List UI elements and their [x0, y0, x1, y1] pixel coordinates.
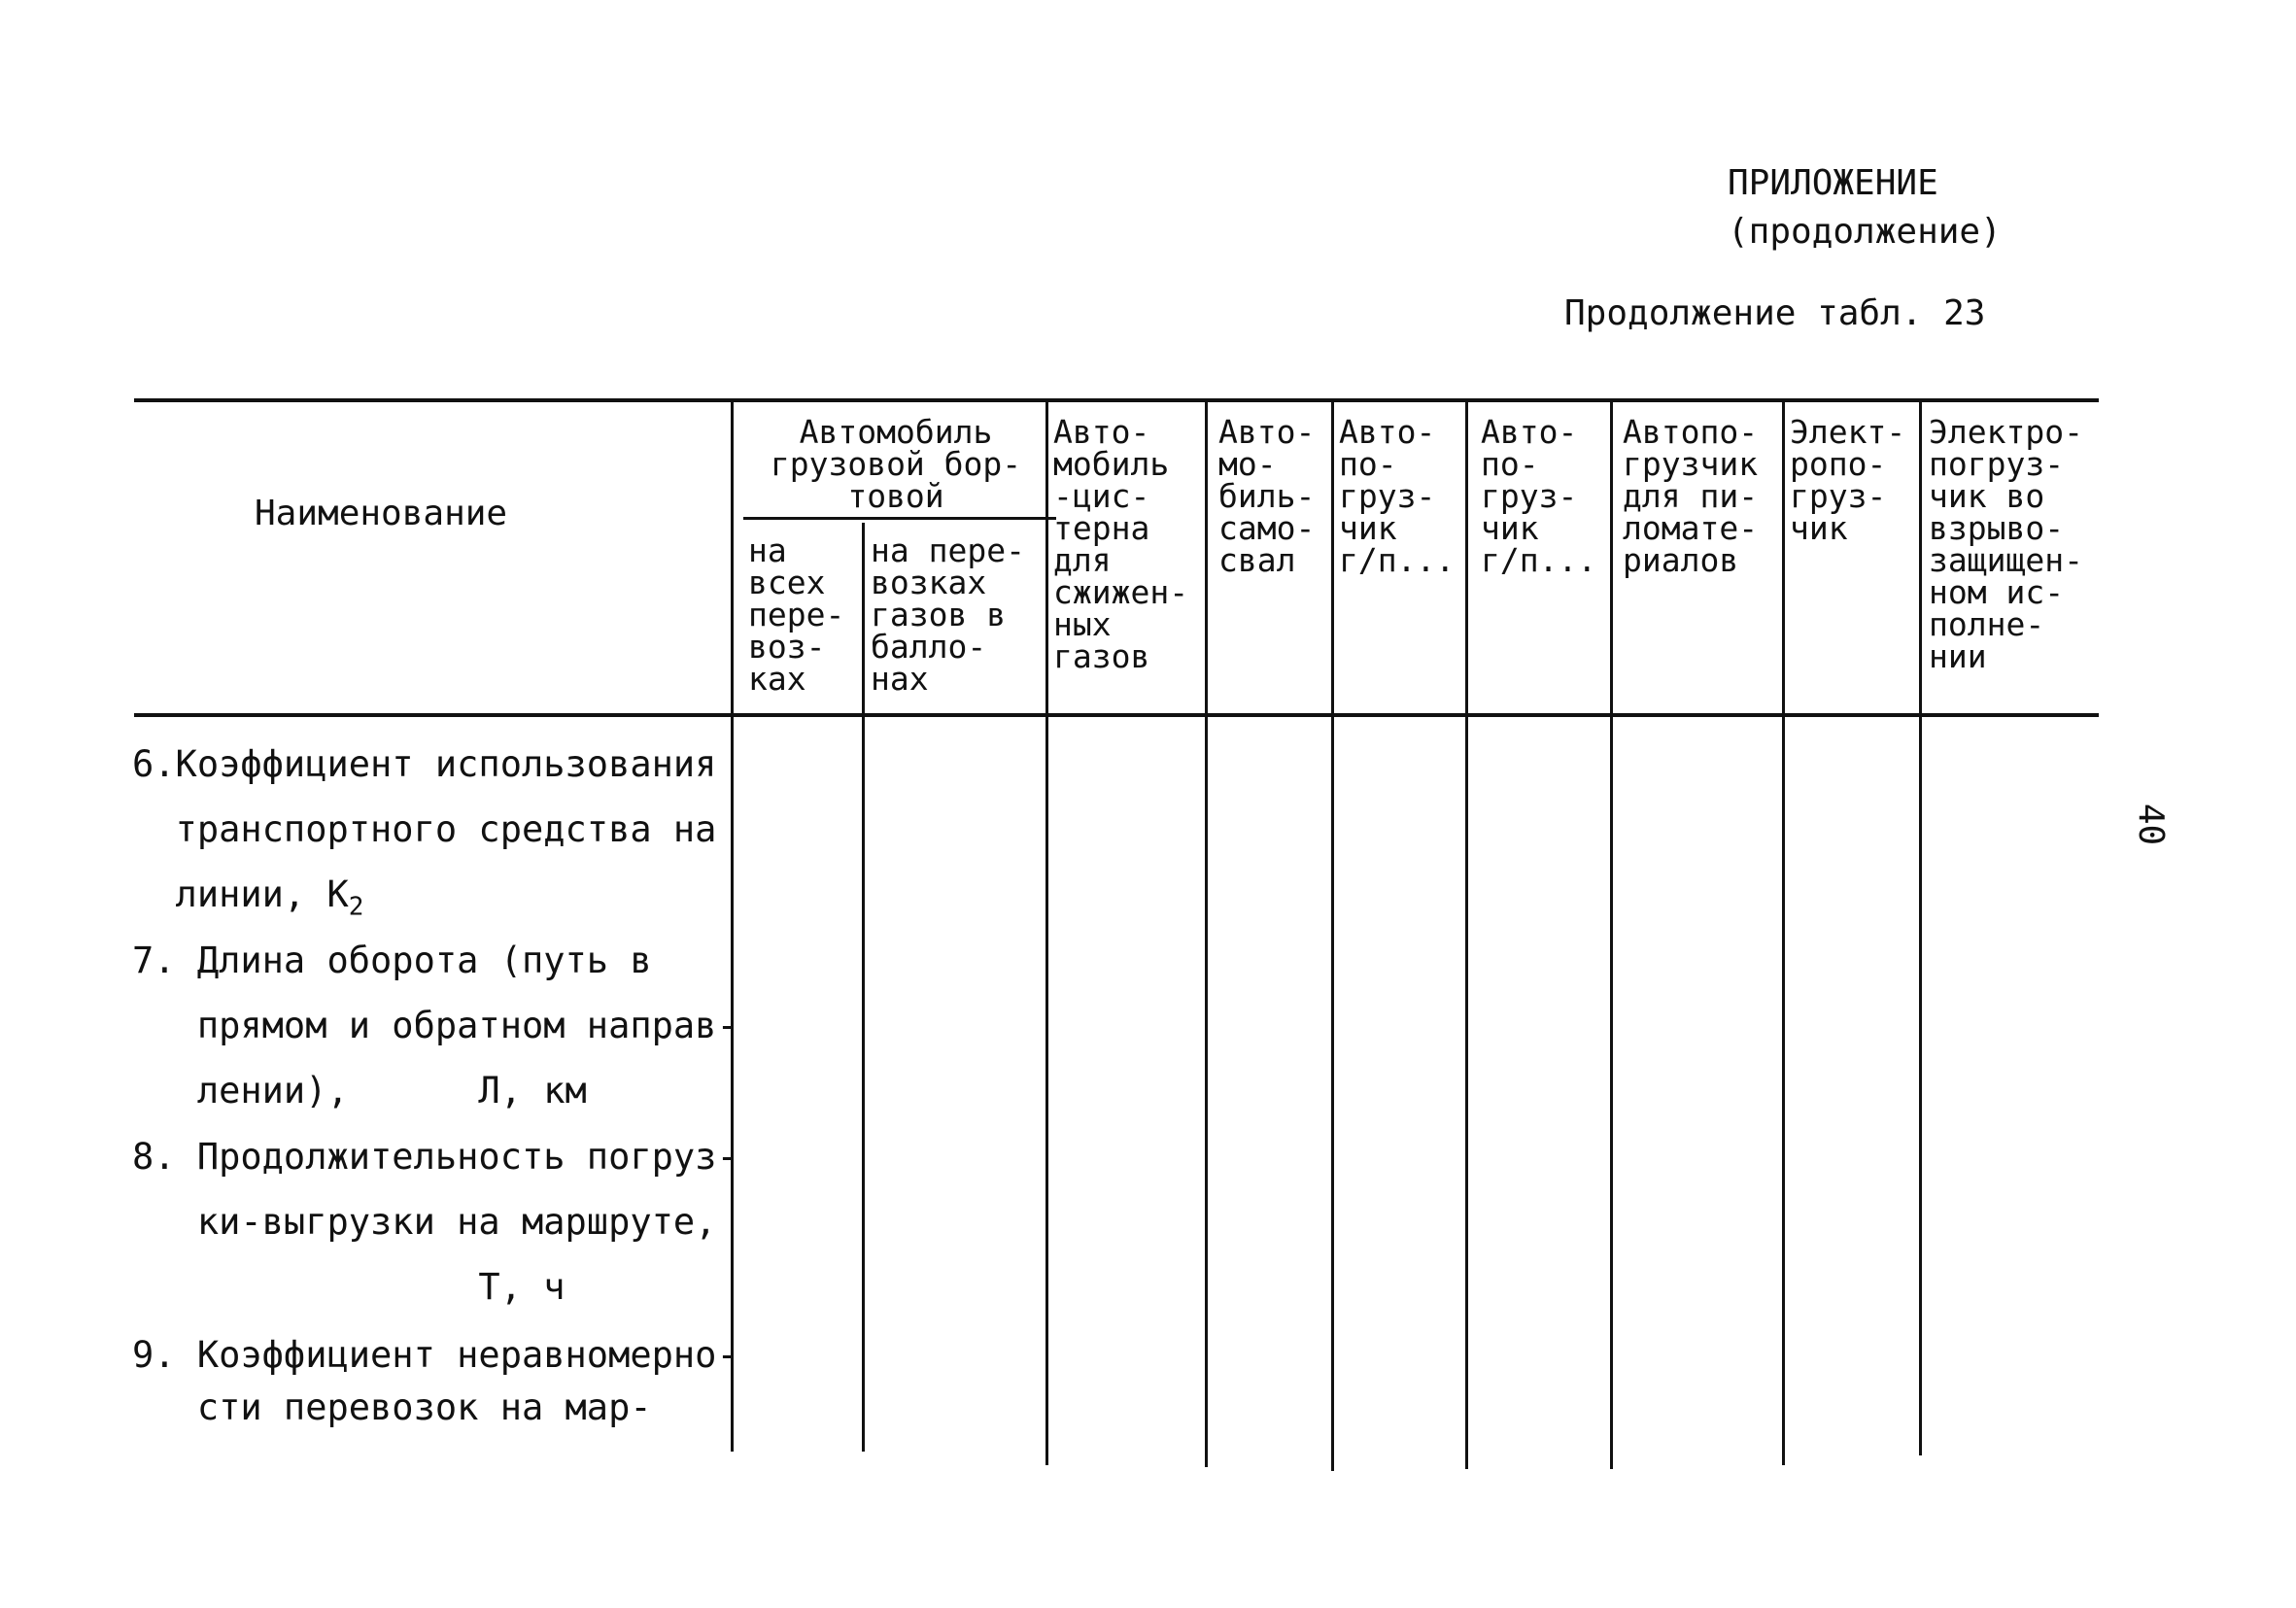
group-column-header: Автомобиль грузовой бор- товой	[770, 413, 1022, 515]
row-name-line: лении), Л, км	[132, 1070, 587, 1112]
column-header: Авто- мо- биль- само- свал	[1218, 413, 1316, 579]
column-header: Электро- погруз- чик во взрыво- защищен- ном ис- полне- нии	[1929, 413, 2083, 675]
group-header-rule	[743, 517, 1056, 520]
row-name-line: 8. Продолжительность погруз-	[132, 1136, 738, 1178]
column-divider	[1465, 398, 1468, 1469]
row-name-line: прямом и обратном направ-	[132, 1005, 738, 1046]
column-header: Авто- по- груз- чик г/п...	[1339, 413, 1456, 579]
column-divider	[1045, 398, 1048, 1465]
row-name-line: линии, $К_2$	[132, 873, 364, 922]
column-header: Элект- ропо- груз- чик	[1790, 413, 1906, 547]
column-header: на пере- возках газов в балло- нах	[871, 531, 1025, 698]
column-divider	[731, 398, 734, 1452]
column-header: Авто- мобиль -цис- терна для сжижен- ных газов	[1053, 413, 1189, 675]
row-name-line: 7. Длина оборота (путь в	[132, 940, 652, 981]
column-divider	[862, 523, 865, 1452]
column-divider	[1919, 398, 1922, 1455]
row-name-line: 9. Коэффициент неравномерно-	[132, 1334, 738, 1376]
row-name-line: 6.Коэффициент использования	[132, 743, 717, 785]
row-name-line: сти перевозок на мар-	[132, 1386, 652, 1428]
name-column-header: Наименование	[255, 494, 508, 533]
row-name-line: ки-выгрузки на маршруте,	[132, 1201, 717, 1243]
appendix-label: ПРИЛОЖЕНИЕ	[1728, 163, 1938, 203]
row-name-line: транспортного средства на	[132, 808, 717, 850]
column-divider	[1205, 398, 1208, 1467]
column-header: Автопо- грузчик для пи- ломате- риалов	[1623, 413, 1759, 579]
row-name-line: Т, ч	[132, 1266, 565, 1308]
subscript: 2	[348, 892, 364, 922]
table-continuation-label: Продолжение табл. 23	[1564, 293, 1986, 333]
column-header: на всех пере- воз- ках	[748, 531, 845, 698]
header-bottom-rule	[134, 713, 2099, 717]
continuation-label: (продолжение)	[1728, 212, 2002, 252]
page-number: 40	[2131, 803, 2172, 846]
column-divider	[1610, 398, 1613, 1469]
column-divider	[1331, 398, 1334, 1471]
table-top-rule	[134, 398, 2099, 402]
column-header: Авто- по- груз- чик г/п...	[1481, 413, 1597, 579]
column-divider	[1782, 398, 1785, 1465]
